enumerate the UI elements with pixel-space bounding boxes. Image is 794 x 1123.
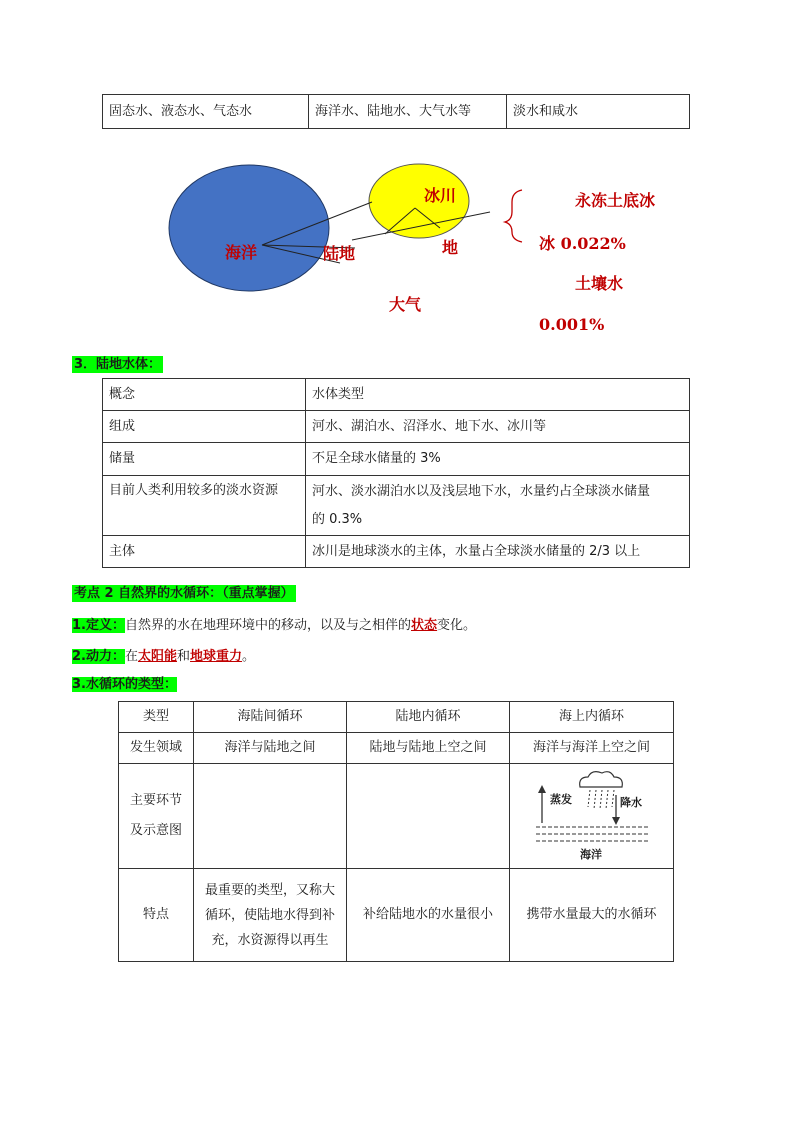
force-text-b: 和 xyxy=(177,649,191,664)
table-row xyxy=(119,764,674,869)
table-row xyxy=(103,379,690,411)
definition-label: 1.定义： xyxy=(72,618,125,633)
evaporation-arrow-icon xyxy=(538,785,546,793)
table-cell: 携带水量最大的水循环 xyxy=(510,869,674,962)
table-cell xyxy=(119,764,194,869)
water-cycle-table xyxy=(118,701,674,962)
brace-shape xyxy=(505,190,522,242)
table-cell: 补给陆地水的水量很小 xyxy=(347,869,510,962)
table-row xyxy=(103,443,690,476)
table-row xyxy=(119,733,674,764)
table-cell: 不足全球水储量的 3% xyxy=(306,443,690,476)
cell-line: 最重要的类型，又称大 xyxy=(204,882,335,898)
precipitation-arrow-icon xyxy=(612,817,620,825)
table-cell: 储量 xyxy=(103,443,306,476)
cell-line: 的 0.3% xyxy=(312,511,363,527)
table-cell: 发生领域 xyxy=(119,733,194,764)
land-water-table xyxy=(102,378,690,568)
table-cell xyxy=(194,764,347,869)
force-key-1: 太阳能 xyxy=(138,649,178,664)
table-row xyxy=(103,411,690,443)
cell-line: 河水、淡水湖泊水以及浅层地下水，水量约占全球淡水储量 xyxy=(312,483,651,499)
evaporation-label: 蒸发 xyxy=(550,793,572,806)
table-row xyxy=(103,536,690,568)
table-cell: 类型 xyxy=(119,702,194,733)
land-fragment-label: 地 xyxy=(442,238,459,257)
force-key-2: 地球重力 xyxy=(190,649,243,664)
ocean-label: 海洋 xyxy=(225,243,258,262)
cell-line: 循环，使陆地水得到补 xyxy=(204,907,335,923)
sea-label: 海洋 xyxy=(580,848,602,861)
cell-line: 主要环节 xyxy=(129,793,182,808)
soil-water-label: 土壤水 xyxy=(575,274,624,293)
sea-lines xyxy=(536,827,650,841)
table-cell: 冰川是地球淡水的主体，水量占全球淡水储量的 2/3 以上 xyxy=(306,536,690,568)
section-title: 3．陆地水体： xyxy=(74,357,162,372)
table-cell: 特点 xyxy=(119,869,194,962)
table-cell xyxy=(510,764,674,869)
table-cell: 淡水和咸水 xyxy=(507,95,690,129)
land-label: 陆地 xyxy=(323,244,356,263)
table-cell xyxy=(347,764,510,869)
ice-percent-label: 冰 0.022% xyxy=(539,234,626,253)
table-cell: 水体类型 xyxy=(306,379,690,411)
table-cell xyxy=(194,869,347,962)
force-label: 2.动力： xyxy=(72,649,125,664)
section-heading xyxy=(72,353,163,372)
table-cell: 海陆间循环 xyxy=(194,702,347,733)
rain-icon xyxy=(588,790,614,809)
force-paragraph xyxy=(72,645,255,664)
table-cell: 主体 xyxy=(103,536,306,568)
cell-text: 目前人类利用较多的淡水资源 xyxy=(109,483,279,498)
table-cell: 固态水、液态水、气态水 xyxy=(103,95,309,129)
table-row xyxy=(103,476,690,536)
glacier-label: 冰川 xyxy=(424,186,457,205)
table-cell: 组成 xyxy=(103,411,306,443)
permafrost-label: 永冻土底冰 xyxy=(575,191,656,210)
table-row xyxy=(119,869,674,962)
point-title: 考点 2 自然界的水循环：（重点掌握） xyxy=(74,586,294,601)
table-cell: 海洋与陆地之间 xyxy=(194,733,347,764)
point-heading xyxy=(72,582,296,601)
definition-paragraph xyxy=(72,614,476,633)
types-label: 3.水循环的类型： xyxy=(72,677,177,692)
table-cell xyxy=(306,476,690,536)
table-row xyxy=(119,702,674,733)
precipitation-label: 降水 xyxy=(620,796,642,809)
table-cell: 陆地与陆地上空之间 xyxy=(347,733,510,764)
water-forms-table xyxy=(102,94,690,129)
atmosphere-label: 大气 xyxy=(389,295,422,314)
table-cell: 陆地内循环 xyxy=(347,702,510,733)
cell-line: 及示意图 xyxy=(129,823,182,838)
force-text-c: 。 xyxy=(242,649,256,664)
table-row xyxy=(103,95,690,129)
table-cell: 海洋水、陆地水、大气水等 xyxy=(309,95,507,129)
table-cell: 海上内循环 xyxy=(510,702,674,733)
water-distribution-diagram xyxy=(0,150,794,350)
definition-key: 状态 xyxy=(411,618,438,633)
definition-text-a: 自然界的水在地理环境中的移动，以及与之相伴的 xyxy=(124,618,411,633)
cloud-icon xyxy=(580,771,623,786)
table-cell xyxy=(103,476,306,536)
cell-line: 充，水资源得以再生 xyxy=(211,932,329,948)
table-cell: 河水、湖泊水、沼泽水、地下水、冰川等 xyxy=(306,411,690,443)
table-cell: 海洋与海洋上空之间 xyxy=(510,733,674,764)
types-paragraph xyxy=(72,673,177,692)
table-cell: 概念 xyxy=(103,379,306,411)
force-text-a: 在 xyxy=(124,649,138,664)
soil-percent-label: 0.001% xyxy=(539,315,605,334)
definition-text-b: 变化。 xyxy=(437,618,477,633)
